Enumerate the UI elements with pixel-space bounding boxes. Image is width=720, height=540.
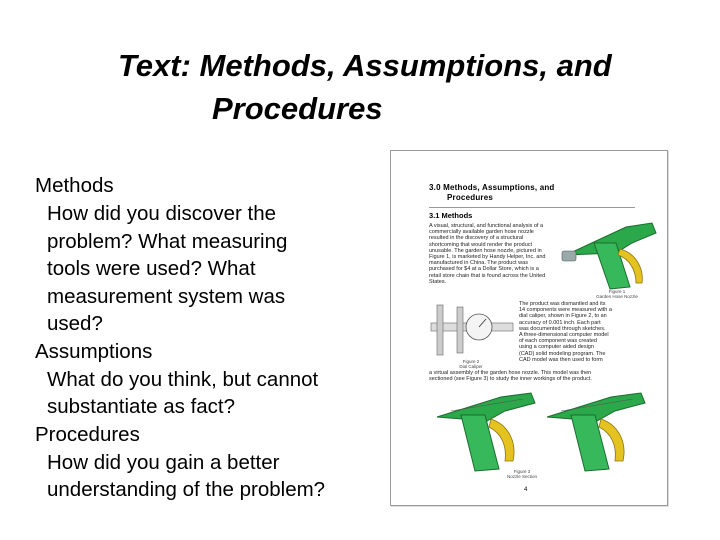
figure-3-caption: Figure 3 Nozzle Section <box>506 469 537 479</box>
doc-text-line: of each component was created <box>519 338 597 345</box>
doc-text-line: dial caliper, shown in Figure 2, to an <box>519 313 607 320</box>
doc-page-number: 4 <box>524 487 528 493</box>
methods-line: How did you discover the <box>47 202 277 225</box>
methods-line: tools were used? What <box>47 257 256 280</box>
doc-text-line: A visual, structural, and functional analysis of a <box>429 223 544 229</box>
doc-text-line: unusable. The garden hose nozzle, pictured in <box>429 247 542 254</box>
slide-body <box>35 172 385 504</box>
document-page-thumbnail <box>390 150 668 506</box>
doc-text-line: was documented through sketches. <box>519 325 606 332</box>
assumptions-heading: Assumptions <box>35 339 153 363</box>
methods-line: measurement system was <box>47 284 286 308</box>
doc-paragraph-3 <box>429 370 665 384</box>
doc-text-line: Figure 1, is marketed by Handy Helper, Inc. and <box>429 254 546 261</box>
doc-text-line: shortcoming that would render the product <box>429 241 533 248</box>
assumptions-line: substantiate as fact? <box>47 395 236 418</box>
doc-paragraph-2 <box>519 301 659 365</box>
nozzle-section-figure-right-icon <box>541 389 651 473</box>
procedures-line: understanding of the problem? <box>47 478 326 501</box>
doc-title <box>429 183 555 203</box>
doc-title-line-2: Procedures <box>447 193 494 202</box>
doc-text-line: 14 components were measured with a <box>519 307 612 314</box>
nozzle-figure-icon <box>556 213 666 293</box>
figure-1-caption: Figure 1 Garden Hose Nozzle <box>596 289 638 299</box>
slide-title-line-1: Text: Methods, Assumptions, and <box>118 48 612 83</box>
doc-text-line: a virtual assembly of the garden hose nozzle. This model was then <box>429 370 592 376</box>
doc-text-line: sectioned (see Figure 3) to study the inner workings of the product. <box>429 376 592 383</box>
doc-text-line: purchased for $4 at a Dollar Store, which is a <box>429 266 539 273</box>
procedures-heading: Procedures <box>35 422 140 446</box>
doc-text-line: using a computer aided design <box>519 344 594 351</box>
doc-text-line: CAD model was then used to form <box>519 356 603 363</box>
doc-section-heading: 3.1 Methods <box>429 211 473 220</box>
procedures-line: How did you gain a better <box>47 450 280 474</box>
doc-text-line: retail store chain that is found across the United <box>429 272 546 279</box>
dial-caliper-figure-icon <box>429 301 515 361</box>
doc-text-line: resulted in the discovery of a structural <box>429 235 524 242</box>
methods-heading: Methods <box>35 174 114 197</box>
figure-2-caption: Figure 2 Dial Caliper <box>459 359 483 369</box>
doc-text-line: commercially available garden hose nozzle <box>429 229 534 236</box>
doc-text-line: The product was dismantled and its <box>519 301 606 307</box>
doc-text-line: accuracy of 0.001 inch. Each part <box>519 319 601 326</box>
doc-title-line-1: 3.0 Methods, Assumptions, and <box>429 183 555 192</box>
nozzle-section-figure-left-icon <box>431 389 541 473</box>
methods-line: used? <box>47 312 103 335</box>
doc-text-line: States. <box>429 278 447 285</box>
slide-title-line-2: Procedures <box>212 91 383 126</box>
doc-text-line: manufactured in China. The product was <box>429 260 528 267</box>
doc-paragraph-1 <box>429 223 559 287</box>
doc-divider <box>429 207 635 208</box>
assumptions-line: What do you think, but cannot <box>47 367 319 391</box>
methods-line: problem? What measuring <box>47 229 288 253</box>
doc-text-line: A three-dimensional computer model <box>519 332 609 339</box>
doc-text-line: (CAD) solid modeling program. The <box>519 350 606 357</box>
